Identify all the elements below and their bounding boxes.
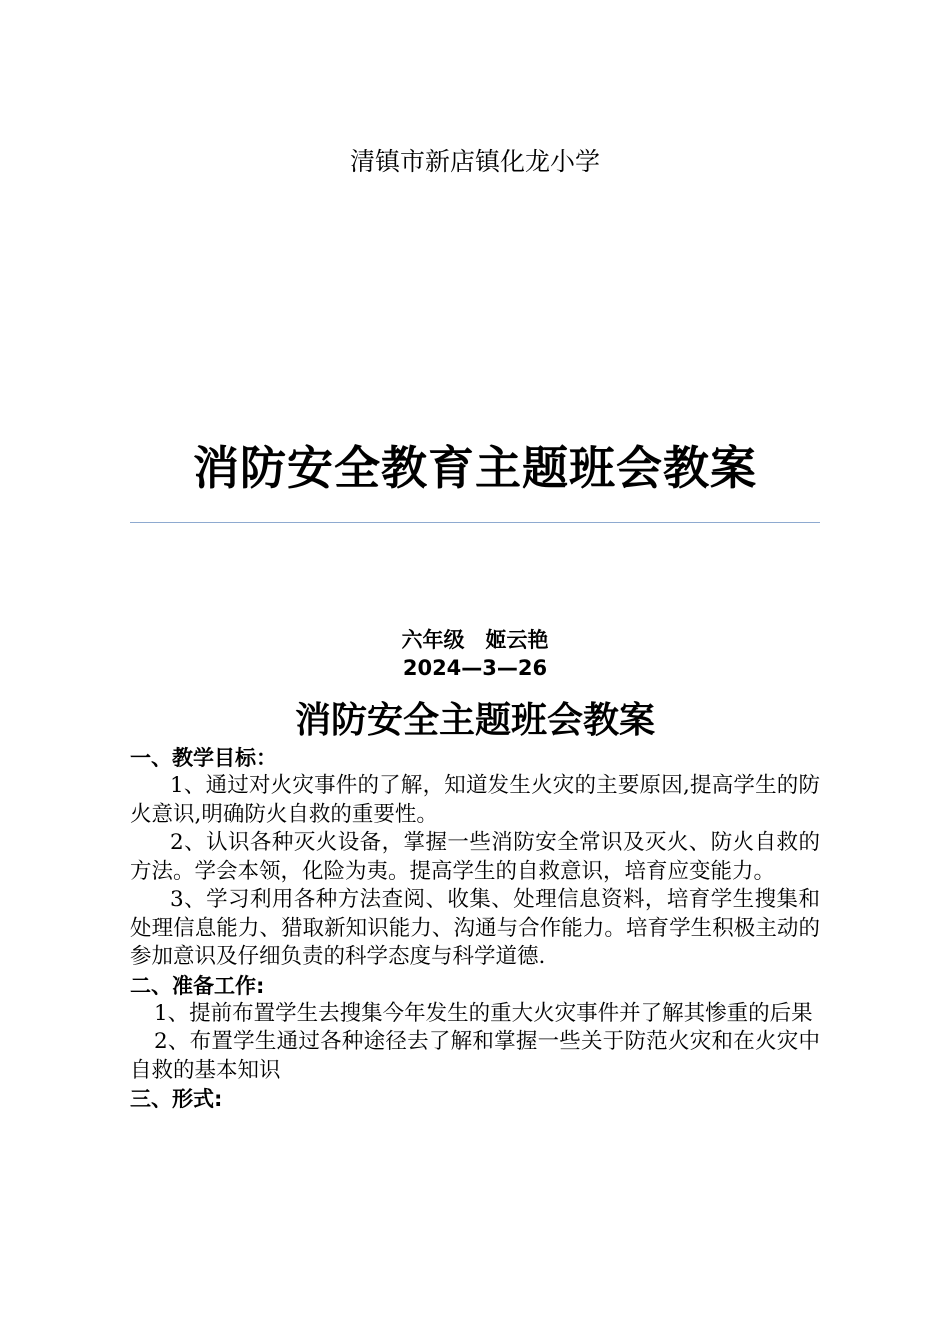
title-divider xyxy=(130,522,820,523)
preparation-paragraph: 1、提前布置学生去搜集今年发生的重大火灾事件并了解其惨重的后果 xyxy=(154,1000,813,1026)
section-heading-format: 三、形式: xyxy=(130,1087,223,1111)
objective-paragraph: 3、学习利用各种方法查阅、收集、处理信息资料，培育学生搜集和处理信息能力、猎取新知识能力、沟通与合作能力。培育学生积极主动的参加意识及仔细负责的科学态度与科学道德. xyxy=(130,887,820,969)
cover-title: 消防安全教育主题班会教案 xyxy=(193,441,757,495)
section-heading-preparation: 二、准备工作: xyxy=(130,973,265,998)
school-name: 清镇市新店镇化龙小学 xyxy=(349,147,600,176)
section-heading-objectives: 一、教学目标： xyxy=(130,746,277,770)
content-title: 消防安全主题班会教案 xyxy=(294,700,655,741)
author-line: 六年级 姬云艳 xyxy=(401,628,549,652)
document-body xyxy=(130,744,820,1113)
objective-paragraph: 1、通过对火灾事件的了解，知道发生火灾的主要原因,提高学生的防火意识,明确防火自救的重要性。 xyxy=(130,773,820,827)
date-line: 2024—3—26 xyxy=(402,656,548,680)
objective-paragraph: 2、认识各种灭火设备，掌握一些消防安全常识及灭火、防火自救的方法。学会本领，化险为夷。提高学生的自救意识，培育应变能力。 xyxy=(130,830,820,884)
preparation-paragraph: 2、布置学生通过各种途径去了解和掌握一些关于防范火灾和在火灾中自救的基本知识 xyxy=(130,1029,820,1083)
